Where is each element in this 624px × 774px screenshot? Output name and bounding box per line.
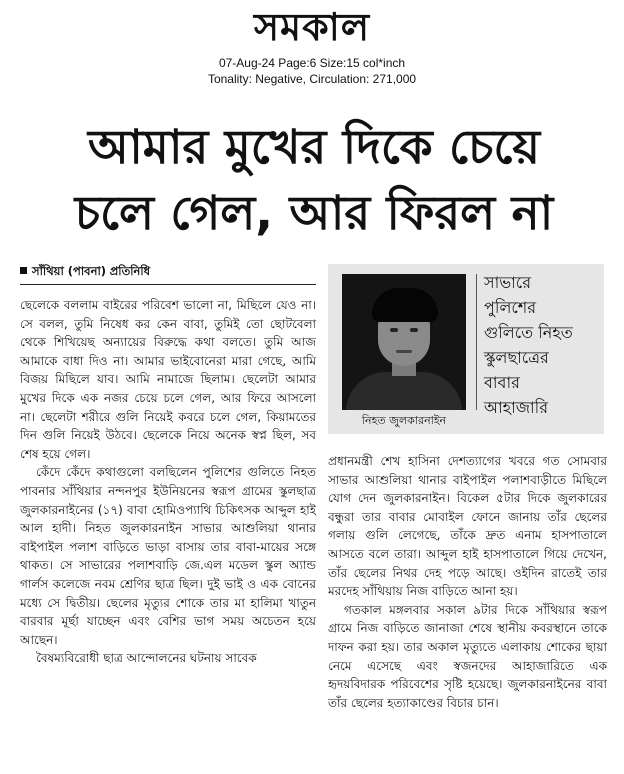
photo-eye	[410, 328, 418, 332]
feature-line: গুলিতে নিহত	[484, 323, 573, 342]
photo-hair	[372, 288, 438, 322]
byline	[20, 263, 316, 279]
byline-divider	[20, 284, 316, 285]
feature-line: পুলিশের	[484, 298, 537, 317]
photo-shirt	[346, 372, 462, 410]
article-column-right	[328, 452, 607, 712]
newspaper-masthead: সমকাল	[253, 5, 371, 49]
feature-box	[328, 264, 604, 434]
clipping-meta-tonality: Tonality: Negative, Circulation: 271,000	[207, 72, 417, 86]
feature-line: স্কুলছাত্রের	[484, 348, 549, 367]
photo-mouth	[396, 350, 412, 353]
article-paragraph: কেঁদে কেঁদে কথাগুলো বলছিলেন পুলিশের গুলিতে নিহত পাবনার সাঁথিয়ার নন্দনপুর ইউনিয়নের স্বরূপ গ্রামের স্কুলছাত্র জুলকারনাইনের (১৭) বাবা হোমিওপ্যাথি চিকিৎসক আব্দুল হাই আল হাদী। নিহত জুলকারনাইন সাভার আশুলিয়া থানার বাইপাইল পলাশ বাড়িতে ভাড়া বাসায় তার বাবা-মায়ের সঙ্গে থাকত। সে সাভারের পলাশবাড়ি জে.এল মডেল স্কুল অ্যান্ড গার্লস কলেজে নবম শ্রেণির ছাত্র ছিল। দুই ভাই ও এক বোনের মধ্যে সে দ্বিতীয়। ছেলের মৃত্যুর শোকে তার মা হালিমা খাতুন বারবার মূর্ছা যাচ্ছেন এবং বেশির ভাগ সময় অচেতন হয়ে আছেন।	[20, 465, 316, 647]
byline-role: প্রতিনিধি	[109, 264, 151, 278]
bullet-square-icon	[20, 267, 27, 274]
feature-line: সাভারে	[484, 273, 532, 292]
clipping-meta-size: 07-Aug-24 Page:6 Size:15 col*inch	[218, 56, 406, 70]
feature-divider	[476, 274, 477, 410]
photo-caption: নিহত জুলকারনাইন	[361, 414, 447, 427]
feature-line: বাবার	[484, 373, 520, 392]
article-column-left	[20, 296, 316, 668]
feature-subheadline	[484, 270, 600, 420]
headline-line-2: চলে গেল, আর ফিরল না	[74, 186, 554, 241]
headline-line-1: আমার মুখের দিকে চেয়ে	[87, 120, 541, 175]
article-paragraph: বৈষম্যবিরোধী ছাত্র আন্দোলনের ঘটনায় সাবেক	[36, 651, 257, 666]
article-paragraph: গতকাল মঙ্গলবার সকাল ৯টার দিকে সাঁথিয়ার স্বরূপ গ্রামে নিজ বাড়িতে জানাজা শেষে স্থানীয় কবরস্থানে তাকে দাফন করা হয়। তার অকাল মৃত্যুতে এলাকায় শোকের ছায়া নেমে এসেছে এবং স্বজনদের আহাজারিতে এক হৃদয়বিদারক পরিবেশের সৃষ্টি হয়েছে। জুলকারনাইনের বাবা তাঁর ছেলের হত্যাকাণ্ডের বিচার চান।	[328, 602, 607, 710]
victim-photo	[342, 274, 466, 410]
article-paragraph: প্রধানমন্ত্রী শেখ হাসিনা দেশত্যাগের খবরে গত সোমবার সাভার আশুলিয়া থানার বাইপাইল পলাশবাড়ীতে মিছিলে যোগ দেন জুলকারনাইন। বিকেল ৫টার দিকে জুলকারের বন্ধুরা তার বাবার মোবাইল ফোনে জানায় তাঁর ছেলের গলায় গুলি লেগেছে, তাঁকে দ্রুত এনাম হাসপাতালে আসতে বলে তারা। আব্দুল হাই হাসপাতালে গিয়ে দেখেন, তাঁর ছেলের নিথর দেহ পড়ে আছে। ওইদিন রাতেই তার মরদেহ সাঁথিয়ায় নিজ বাড়িতে আনা হয়।	[328, 454, 607, 599]
byline-location: সাঁথিয়া (পাবনা)	[32, 264, 107, 278]
article-paragraph: ছেলেকে বললাম বাইরের পরিবেশ ভালো না, মিছিলে যেও না। সে বলল, তুমি নিষেধ কর কেন বাবা, তুমিই তো ছোটবেলা থেকে শিখিয়েছ অন্যায়ের বিরুদ্ধে কথা বলতে। তুমি আজ আমাকে বাধা দিও না। আমার ভাইবোনেরা মারা গেছে, আমি বিজয় মিছিলে যাব। আমি নামাজে ছিলাম। ছেলেটা আমার মুখের দিকে এক নজর চেয়ে চলে গেল, আর ফিরে আসলো না। ছেলেটা শরীরে গুলি নিয়েই কবরে চলে গেল, কিয়ামতের দিন গুলি নিয়েই উঠবে। ছেলেকে নিয়ে অনেক স্বপ্ন ছিল, সব শেষ হয়ে গেল।	[20, 298, 316, 461]
photo-eye	[390, 328, 398, 332]
feature-line: আহাজারি	[484, 398, 549, 417]
